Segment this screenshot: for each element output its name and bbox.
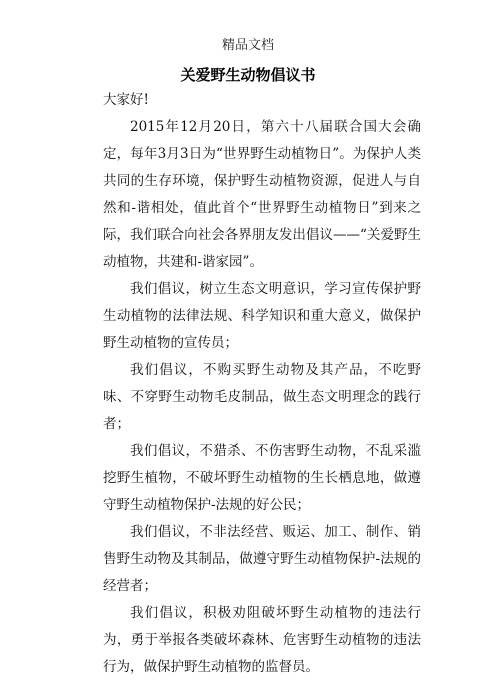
document-body [103,87,421,681]
greeting: 大家好! [103,92,149,108]
paragraph: 我们倡议，树立生态文明意识，学习宣传保护野生动植物的法律法规、科学知识和重大意义，做保护野生动植物的宣传员； [103,281,421,351]
document-title: 关爱野生动物倡议书 [180,66,316,84]
paragraph: 我们倡议，不购买野生动物及其产品，不吃野味、不穿野生动物毛皮制品，做生态文明理念的践行者； [103,362,421,432]
paragraph: 我们倡议，不非法经营、贩运、加工、制作、销售野生动物及其制品，做遵守野生动植物保护-法规的经营者； [103,524,421,594]
paragraph: 2015年12月20日，第六十八届联合国大会确定，每年3月3日为“世界野生动植物日”。为保护人类共同的生存环境，保护野生动植物资源，促进人与自然和-谐相处，值此首个“世界野生动植物日”到来之际，我们联合向社会各界朋友发出倡议——“关爱野生动植物，共建和-谐家园”。 [103,119,421,270]
paragraph: 我们倡议，不猎杀、不伤害野生动物，不乱采滥挖野生植物，不破坏野生动植物的生长栖息地，做遵守野生动植物保护-法规的好公民； [103,443,421,513]
page-header: 精品文档 [221,38,274,53]
paragraph: 我们倡议，积极劝阻破坏野生动植物的违法行为，勇于举报各类破坏森林、危害野生动植物的违法行为，做保护野生动植物的监督员。 [103,605,421,675]
